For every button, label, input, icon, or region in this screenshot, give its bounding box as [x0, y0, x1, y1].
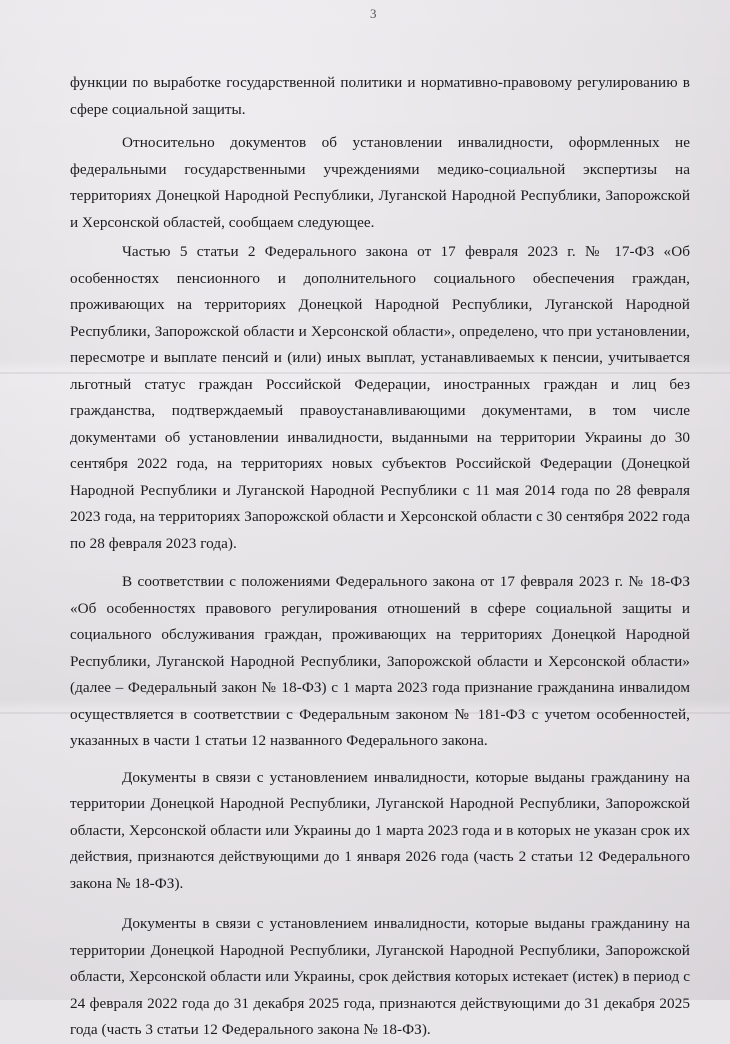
paragraph-6: Документы в связи с установлением инвалидности, которые выданы гражданину на территории Донецкой Народной Республики, Луганской Народной Республики, Запорожской области, Херсонской области или Украины, срок действия которых истекает (истек) в период с 24 февраля 2022 года до 31 декабря 2025 года, признаются действующими до 31 декабря 2025 года (часть 3 статьи 12 Федерального закона № 18-ФЗ). [70, 915, 690, 1038]
paragraph-1: функции по выработке государственной политики и нормативно-правовому регулированию в сфере социальной защиты. [70, 74, 690, 118]
paragraph-3: Частью 5 статьи 2 Федерального закона от 17 февраля 2023 г. № 17-ФЗ «Об особенностях пенсионного и дополнительного социального обеспечения граждан, проживающих на территориях Донецкой Народной Республики, Луганской Народной Республики, Запорожской области и Херсонской области», определено, что при установлении, пересмотре и выплате пенсий и (или) иных выплат, устанавливаемых к пенсии, учитывается льготный статус граждан Российской Федерации, иностранных граждан и лиц без гражданства, подтверждаемый правоустанавливающими документами, в том числе документами об установлении инвалидности, выданными на территории Украины до 30 сентября 2022 года, на территориях новых субъектов Российской Федерации (Донецкой Народной Республики и Луганской Народной Республики с 11 мая 2014 года по 28 февраля 2023 года, на территориях Запорожской области и Херсонской области с 30 сентября 2022 года по 28 февраля 2023 года). [70, 243, 690, 552]
page-number: 3 [370, 6, 377, 21]
document-body [70, 70, 690, 1044]
paragraph-4: В соответствии с положениями Федерального закона от 17 февраля 2023 г. № 18-ФЗ «Об особенностях правового регулирования отношений в сфере социальной защиты и социального обслуживания граждан, проживающих на территориях Донецкой Народной Республики, Луганской Народной Республики, Запорожской области и Херсонской области» (далее – Федеральный закон № 18-ФЗ) с 1 марта 2023 года признание гражданина инвалидом осуществляется в соответствии с Федеральным законом № 181-ФЗ с учетом особенностей, указанных в части 1 статьи 12 названного Федерального закона. [70, 573, 690, 749]
paragraph-5: Документы в связи с установлением инвалидности, которые выданы гражданину на территории Донецкой Народной Республики, Луганской Народной Республики, Запорожской области, Херсонской области или Украины до 1 марта 2023 года и в которых не указан срок их действия, признаются действующими до 1 января 2026 года (часть 2 статьи 12 Федерального закона № 18-ФЗ). [70, 768, 690, 892]
paragraph-2: Относительно документов об установлении инвалидности, оформленных не федеральными государственными учреждениями медико-социальной экспертизы на территориях Донецкой Народной Республики, Луганской Народной Республики, Запорожской и Херсонской областей, сообщаем следующее. [70, 134, 690, 231]
